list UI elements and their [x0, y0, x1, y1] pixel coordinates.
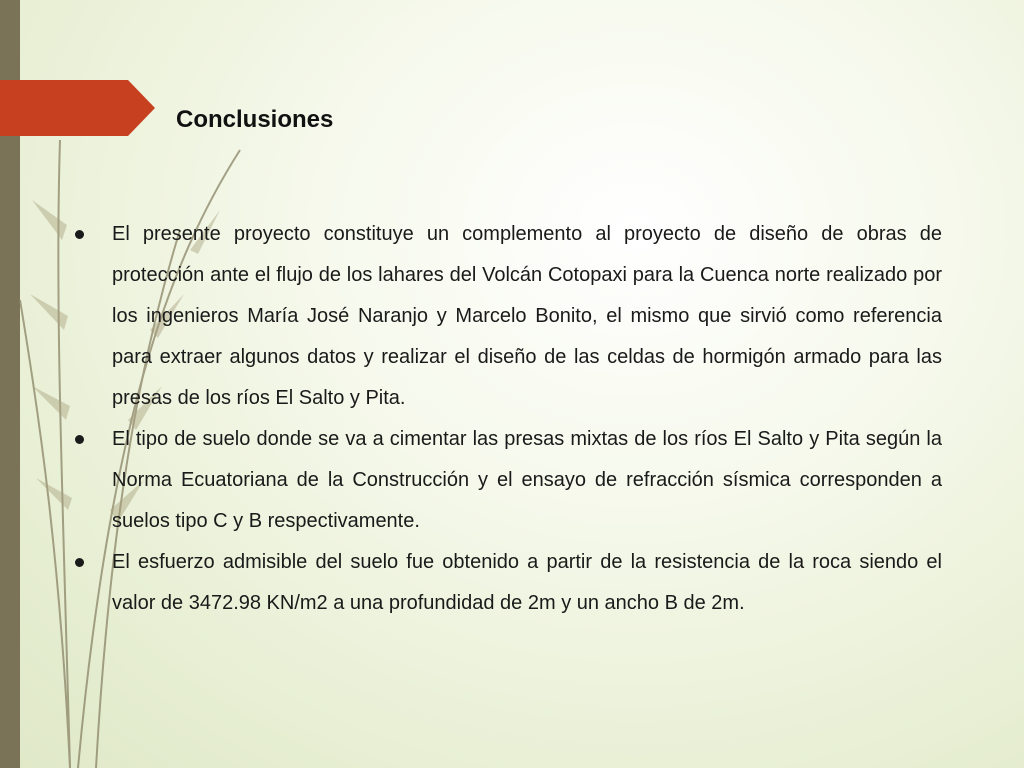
bullet-dot-icon: [75, 435, 84, 444]
bullet-text: El tipo de suelo donde se va a cimentar las presas mixtas de los ríos El Salto y Pita según la Norma Ecuatoriana de la Construcción y el ensayo de refracción sísmica corresponden a suelos tipo C y B respectivamente.: [112, 428, 942, 532]
bullet-item: [112, 214, 942, 419]
bullet-item: [112, 542, 942, 624]
bullet-text: El esfuerzo admisible del suelo fue obtenido a partir de la resistencia de la roca siendo el valor de 3472.98 KN/m2 a una profundidad de 2m y un ancho B de 2m.: [112, 551, 942, 614]
title-accent-arrow: [0, 80, 155, 136]
bullet-item: [112, 419, 942, 542]
bullet-dot-icon: [75, 558, 84, 567]
slide-title: Conclusiones: [176, 106, 334, 133]
bullet-text: El presente proyecto constituye un complemento al proyecto de diseño de obras de protección ante el flujo de los lahares del Volcán Cotopaxi para la Cuenca norte realizado por los ingenieros María José Naranjo y Marcelo Bonito, el mismo que sirvió como referencia para extraer algunos datos y realizar el diseño de las celdas de hormigón armado para las presas de los ríos El Salto y Pita.: [112, 223, 942, 409]
bullet-dot-icon: [75, 230, 84, 239]
bullet-list: [112, 214, 942, 624]
